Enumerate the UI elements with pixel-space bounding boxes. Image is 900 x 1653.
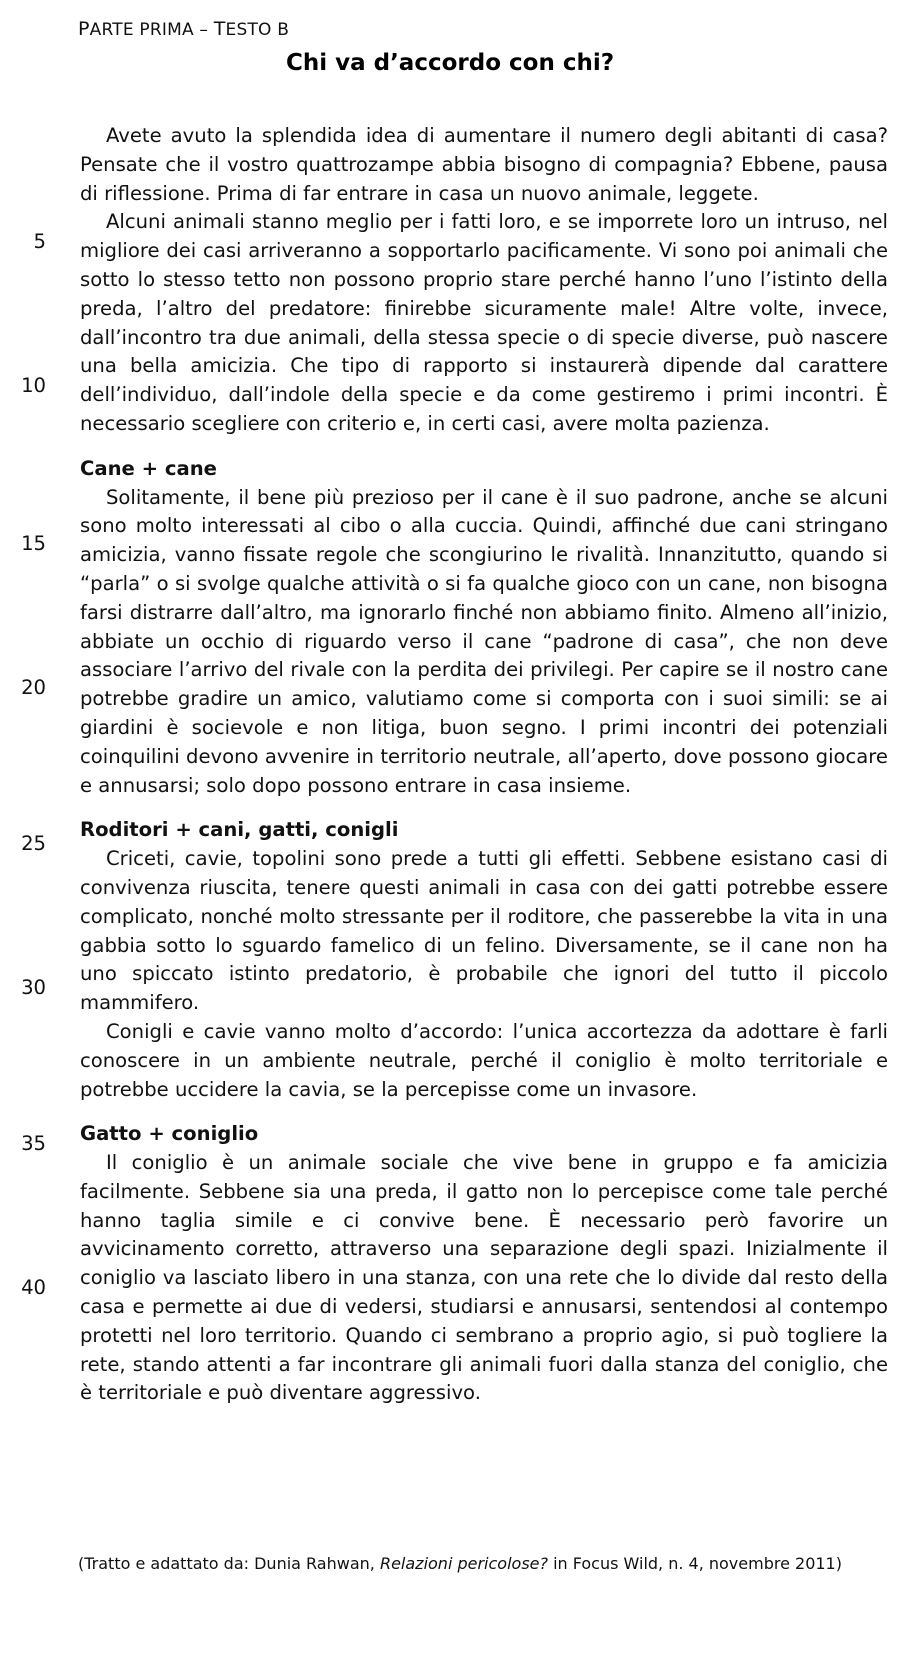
section-heading-cane-cane: Cane + cane — [80, 456, 217, 480]
article-body — [80, 122, 888, 1408]
header-separator: – — [193, 20, 214, 40]
line-number: 20 — [21, 676, 46, 699]
section-paragraph: Conigli e cavie vanno molto d’accordo: l’unica accortezza da adottare è farli conoscere in un ambiente neutrale, perché il coniglio è molto territoriale e potrebbe uccidere la cavia, se la percepisse come un invasore. — [80, 1019, 888, 1101]
intro-paragraph: Avete avuto la splendida idea di aumentare il numero degli abitanti di casa? Pensate che il vostro quattrozampe abbia bisogno di compagnia? Ebbene, pausa di riflessione. Prima di far entrare in casa un nuovo animale, leggete. — [80, 124, 888, 205]
source-citation — [78, 1554, 842, 1573]
section-paragraph: Solitamente, il bene più prezioso per il cane è il suo padrone, anche se alcuni sono molto interessati al cibo o alla cuccia. Quindi, affinché due cani stringano amicizia, vanno fissate regole che scongiurino le rivalità. Innanzitutto, quando si “parla” o si svolge qualche attività o si fa qualche gioco con un cane, non bisogna farsi distrarre dall’altro, ma ignorarlo finché non abbiamo finito. Almeno all’inizio, abbiate un occhio di riguardo verso il cane “padrone di casa”, che non deve associare l’arrivo del rivale con la perdita dei privilegi. Per capire se il nostro cane potrebbe gradire un amico, valutiamo come si comporta con i suoi simili: se ai giardini è socievole e non litiga, buon segno. I primi incontri dei potenziali coinquilini devono avvenire in territorio neutrale, all’aperto, dove possono giocare e annusarsi; solo dopo possono entrare in casa insieme. — [80, 485, 888, 797]
section-heading-gatto-coniglio: Gatto + coniglio — [80, 1122, 259, 1146]
source-work-title: Relazioni pericolose? — [379, 1554, 548, 1573]
line-number: 5 — [33, 230, 46, 253]
line-number: 35 — [21, 1132, 46, 1155]
page-header — [78, 18, 289, 40]
section-paragraph: Criceti, cavie, topolini sono prede a tutti gli effetti. Sebbene esistano casi di convivenza riuscita, tenere questi animali in casa con dei gatti potrebbe essere complicato, nonché molto stressante per il roditore, che passerebbe la vita in una gabbia sotto lo sguardo famelico di un felino. Diversamente, se il cane non ha uno spiccato istinto predatorio, è probabile che ignori del tutto il piccolo mammifero. — [80, 847, 888, 1015]
section-paragraph: Il coniglio è un animale sociale che vive bene in gruppo e fa amicizia facilmente. Sebbene sia una preda, il gatto non lo percepisce come tale perché hanno taglia simile e ci convive bene. È necessario però favorire un avvicinamento corretto, attraverso una separazione degli spazi. Inizialmente il coniglio va lasciato libero in una stanza, con una rete che lo divide dal resto della casa e permette ai due di vedersi, studiarsi e annusarsi, sentendosi al contempo protetti nel loro territorio. Quando ci sembrano a proprio agio, si può togliere la rete, stando attenti a far incontrare gli animali fuori dalla stanza del coniglio, che è territoriale e può diventare aggressivo. — [80, 1151, 888, 1405]
header-part-rest: ARTE PRIMA — [89, 20, 194, 40]
intro-paragraph: Alcuni animali stanno meglio per i fatti loro, e se imporrete loro un intruso, nel migliore dei casi arriveranno a sopportarlo pacificamente. Vi sono poi animali che sotto lo stesso tetto non possono proprio stare perché hanno l’uno l’istinto della preda, l’altro del predatore: finirebbe sicuramente male! Altre volte, invece, dall’incontro tra due animali, della stessa specie o di specie diverse, può nascere una bella amicizia. Che tipo di rapporto si instaurerà dipende dal carattere dell’individuo, dall’indole della specie e da come gestiremo i primi incontri. È necessario scegliere con criterio e, in certi casi, avere molta pazienza. — [80, 210, 888, 435]
header-test-initial: T — [213, 18, 226, 40]
page-title: Chi va d’accordo con chi? — [285, 50, 615, 76]
line-number: 25 — [21, 832, 46, 855]
line-number: 10 — [21, 374, 46, 397]
line-number: 40 — [21, 1276, 46, 1299]
line-number: 15 — [21, 532, 46, 555]
header-part-initial: P — [78, 18, 90, 40]
header-test-rest: ESTO B — [225, 20, 290, 40]
source-suffix: in Focus Wild, n. 4, novembre 2011) — [547, 1554, 842, 1573]
line-number: 30 — [21, 976, 46, 999]
section-heading-roditori: Roditori + cani, gatti, conigli — [80, 818, 399, 842]
source-prefix: (Tratto e adattato da: Dunia Rahwan, — [78, 1554, 380, 1573]
